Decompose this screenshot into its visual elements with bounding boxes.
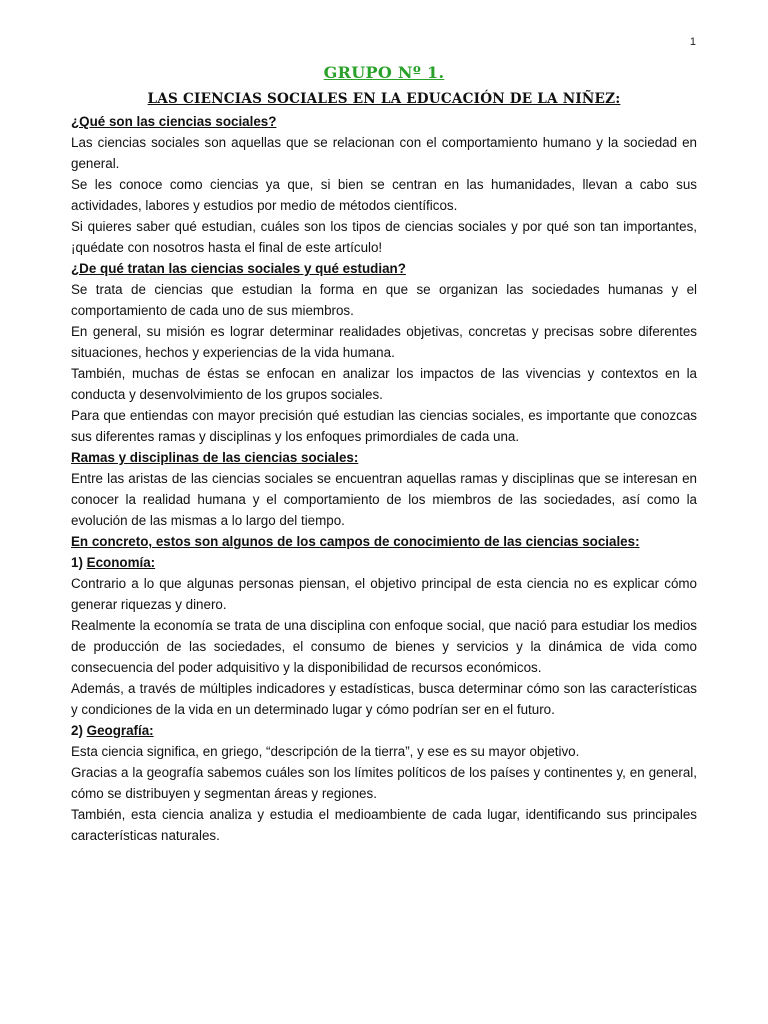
paragraph: Contrario a lo que algunas personas piensan, el objetivo principal de esta ciencia no es explicar cómo generar riquezas y dinero. [71, 576, 697, 612]
paragraph: También, muchas de éstas se enfocan en analizar los impactos de las vivencias y contextos en la conducta y desenvolvimiento de los grupos sociales. [71, 366, 697, 402]
field-name: Economía: [86, 555, 156, 570]
paragraph: También, esta ciencia analiza y estudia el medioambiente de cada lugar, identificando sus principales características naturales. [71, 807, 697, 843]
paragraph: Además, a través de múltiples indicadores y estadísticas, busca determinar cómo son las características y condiciones de la vida en un determinado lugar y cómo podrían ser en el futuro. [71, 681, 697, 717]
field-heading-geografia [71, 720, 697, 741]
field-heading-economia [71, 552, 697, 573]
document-content [71, 62, 697, 846]
section-heading: En concreto, estos son algunos de los campos de conocimiento de las ciencias sociales: [71, 534, 640, 549]
paragraph: Entre las aristas de las ciencias sociales se encuentran aquellas ramas y disciplinas que se interesan en conocer la realidad humana y el comportamiento de los miembros de las sociedades, así como la evolución de las mismas a lo largo del tiempo. [71, 471, 697, 528]
page-number: 1 [689, 36, 696, 48]
section-heading: ¿Qué son las ciencias sociales? [71, 114, 277, 129]
paragraph: Si quieres saber qué estudian, cuáles son los tipos de ciencias sociales y por qué son tan importantes, ¡quédate con nosotros hasta el final de este artículo! [71, 219, 697, 255]
paragraph: Esta ciencia significa, en griego, “descripción de la tierra”, y ese es su mayor objetivo. [71, 744, 580, 759]
paragraph: Las ciencias sociales son aquellas que se relacionan con el comportamiento humano y la sociedad en general. [71, 135, 697, 171]
paragraph: Se les conoce como ciencias ya que, si bien se centran en las humanidades, llevan a cabo sus actividades, labores y estudios por medio de métodos científicos. [71, 177, 697, 213]
paragraph: En general, su misión es lograr determinar realidades objetivas, concretas y precisas sobre diferentes situaciones, hechos y experiencias de la vida humana. [71, 324, 697, 360]
paragraph: Realmente la economía se trata de una disciplina con enfoque social, que nació para estudiar los medios de producción de las sociedades, el consumo de bienes y servicios y la dinámica de vida como consecuencia del poder adquisitivo y la disponibilidad de recursos económicos. [71, 618, 697, 675]
main-title: LAS CIENCIAS SOCIALES EN LA EDUCACIÓN DE LA NIÑEZ: [147, 91, 621, 107]
group-title: GRUPO Nº 1. [323, 63, 445, 82]
field-number: 2) [71, 723, 83, 738]
paragraph: Para que entiendas con mayor precisión qué estudian las ciencias sociales, es importante que conozcas sus diferentes ramas y disciplinas y los enfoques primordiales de cada una. [71, 408, 697, 444]
section-heading: Ramas y disciplinas de las ciencias sociales: [71, 450, 359, 465]
field-number: 1) [71, 555, 83, 570]
section-heading: ¿De qué tratan las ciencias sociales y qué estudian? [71, 261, 406, 276]
paragraph: Gracias a la geografía sabemos cuáles son los límites políticos de los países y continentes y, en general, cómo se distribuyen y segmentan áreas y regiones. [71, 765, 697, 801]
field-name: Geografía: [86, 723, 154, 738]
paragraph: Se trata de ciencias que estudian la forma en que se organizan las sociedades humanas y el comportamiento de cada uno de sus miembros. [71, 282, 697, 318]
